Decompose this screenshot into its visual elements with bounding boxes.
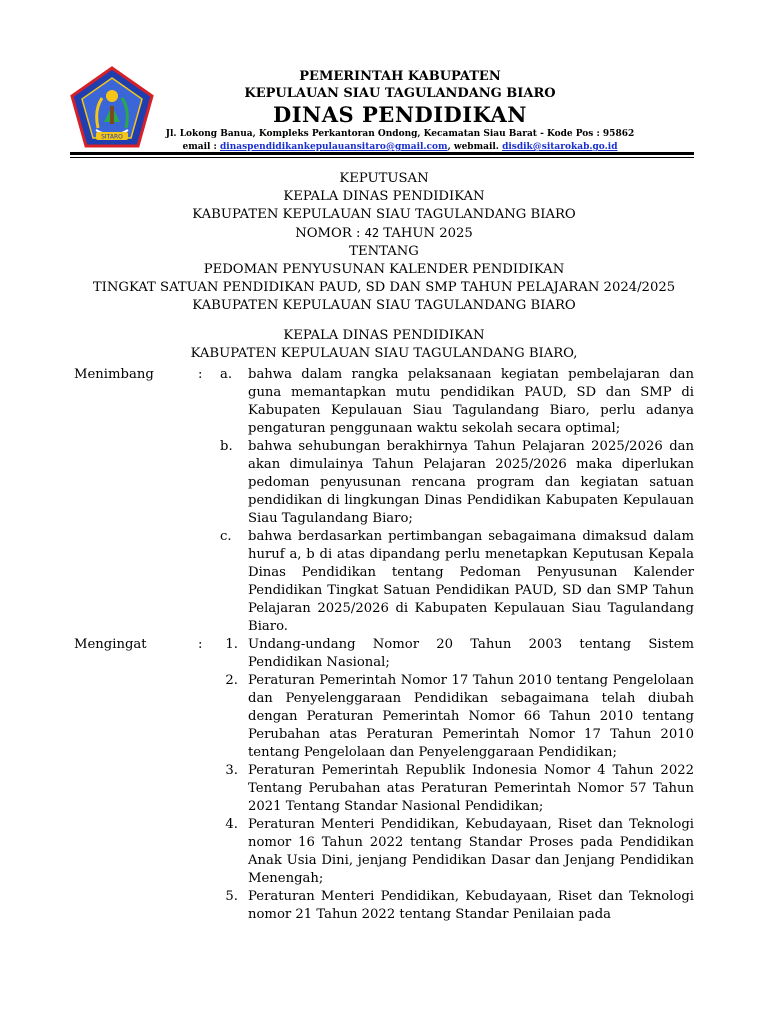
letterhead <box>0 0 768 160</box>
letterhead-agency: DINAS PENDIDIKAN <box>273 102 527 127</box>
section-menimbang <box>74 366 694 636</box>
item-text: Peraturan Pemerintah Republik Indonesia Nomor 4 Tahun 2022 Tentang Perubahan atas Peraturan Pemerintah Nomor 57 Tahun 2021 Tentang Standar Nasional Pendidikan; <box>248 763 694 814</box>
section-label: Menimbang <box>74 367 154 382</box>
title-kepala: KEPALA DINAS PENDIDIKAN <box>283 189 485 204</box>
item-marker: 5. <box>225 889 238 904</box>
title-keputusan: KEPUTUSAN <box>339 171 429 186</box>
item-text: bahwa berdasarkan pertimbangan sebagaimana dimaksud dalam huruf a, b di atas dipandang perlu menetapkan Keputusan Kepala Dinas Pendidikan tentang Pedoman Penyusunan Kalender Pendidikan Tingkat Satuan Pendidikan PAUD, SD dan SMP Tahun Pelajaran 2025/2026 di Kabupaten Kepulauan Siau Tagulandang Biaro. <box>248 529 694 634</box>
webmail-link[interactable]: disdik@sitarokab.go.id <box>502 142 618 152</box>
letterhead-text <box>150 68 650 154</box>
item-text: Peraturan Menteri Pendidikan, Kebudayaan, Riset dan Teknologi nomor 16 Tahun 2022 tentang Standar Proses pada Pendidikan Anak Usia Dini, jenjang Pendidikan Dasar dan Jenjang Pendidikan Menengah; <box>248 817 694 886</box>
item-text: bahwa sehubungan berakhirnya Tahun Pelajaran 2025/2026 dan akan dimulainya Tahun Pelajaran 2025/2026 maka diperlukan pedoman penyusunan rencana program dan kegiatan satuan pendidikan di lingkungan Dinas Pendidikan Kabupaten Kepulauan Siau Tagulandang Biaro; <box>248 439 694 526</box>
item-text: Undang-undang Nomor 20 Tahun 2003 tentang Sistem Pendidikan Nasional; <box>248 637 694 670</box>
considerations-list <box>218 366 694 636</box>
list-item <box>218 672 694 762</box>
item-marker: 4. <box>225 817 238 832</box>
title-nomor <box>0 224 768 243</box>
nomor-year: TAHUN 2025 <box>383 226 473 241</box>
webmail-prefix: , webmail. <box>447 142 503 152</box>
decree-title <box>0 170 768 363</box>
title-subject-3: KABUPATEN KEPULAUAN SIAU TAGULANDANG BIARO <box>192 298 576 313</box>
title-tentang: TENTANG <box>349 244 419 259</box>
section-label: Mengingat <box>74 637 147 652</box>
list-item <box>218 438 694 528</box>
title-subject-1: PEDOMAN PENYUSUNAN KALENDER PENDIDIKAN <box>203 262 565 277</box>
email-prefix: email : <box>182 142 220 152</box>
issuer-line-2: KABUPATEN KEPULAUAN SIAU TAGULANDANG BIARO, <box>190 346 578 361</box>
item-marker: 3. <box>225 763 238 778</box>
letterhead-address: Jl. Lokong Banua, Kompleks Perkantoran Ondong, Kecamatan Siau Barat - Kode Pos : 95862 <box>165 129 635 139</box>
list-item <box>218 636 694 672</box>
list-item <box>218 762 694 816</box>
item-marker: b. <box>220 439 233 454</box>
letterhead-government: PEMERINTAH KABUPATEN <box>299 69 501 84</box>
item-text: Peraturan Menteri Pendidikan, Kebudayaan, Riset dan Teknologi nomor 21 Tahun 2022 tentang Standar Penilaian pada <box>248 889 694 922</box>
list-item <box>218 366 694 438</box>
list-item <box>218 816 694 888</box>
legal-basis-list <box>218 636 694 924</box>
item-marker: c. <box>220 529 232 544</box>
nomor-value: 42 <box>364 226 380 240</box>
svg-text:SITARO: SITARO <box>101 133 123 141</box>
item-marker: 1. <box>225 637 238 652</box>
letterhead-divider-thick <box>70 152 694 155</box>
email-link[interactable]: dinaspendidikankepulauansitaro@gmail.com <box>220 142 448 152</box>
section-colon: : <box>198 367 203 382</box>
regency-emblem-icon <box>70 66 154 150</box>
item-text: bahwa dalam rangka pelaksanaan kegiatan pembelajaran dan guna memantapkan mutu pendidikan PAUD, SD dan SMP di Kabupaten Kepulauan Siau Tagulandang Biaro, perlu adanya pengaturan penggunaan waktu sekolah secara optimal; <box>248 367 694 436</box>
list-item <box>218 528 694 636</box>
title-subject-2: TINGKAT SATUAN PENDIDIKAN PAUD, SD DAN SMP TAHUN PELAJARAN 2024/2025 <box>92 280 676 295</box>
letterhead-divider-thin <box>70 157 694 158</box>
issuer-line-1: KEPALA DINAS PENDIDIKAN <box>283 328 485 343</box>
item-marker: 2. <box>225 673 238 688</box>
decree-body <box>74 366 694 924</box>
section-colon: : <box>198 637 203 652</box>
title-kabupaten: KABUPATEN KEPULAUAN SIAU TAGULANDANG BIARO <box>192 207 576 222</box>
section-mengingat <box>74 636 694 924</box>
item-marker: a. <box>220 367 233 382</box>
list-item <box>218 888 694 924</box>
letterhead-regency: KEPULAUAN SIAU TAGULANDANG BIARO <box>244 86 556 101</box>
item-text: Peraturan Pemerintah Nomor 17 Tahun 2010 tentang Pengelolaan dan Penyelenggaraan Pendidikan sebagaimana telah diubah dengan Peraturan Pemerintah Nomor 66 Tahun 2010 tentang Perubahan atas Peraturan Pemerintah Nomor 17 Tahun 2010 tentang Pengelolaan dan Penyelenggaraan Pendidikan; <box>248 673 694 760</box>
nomor-label: NOMOR : <box>295 226 361 241</box>
